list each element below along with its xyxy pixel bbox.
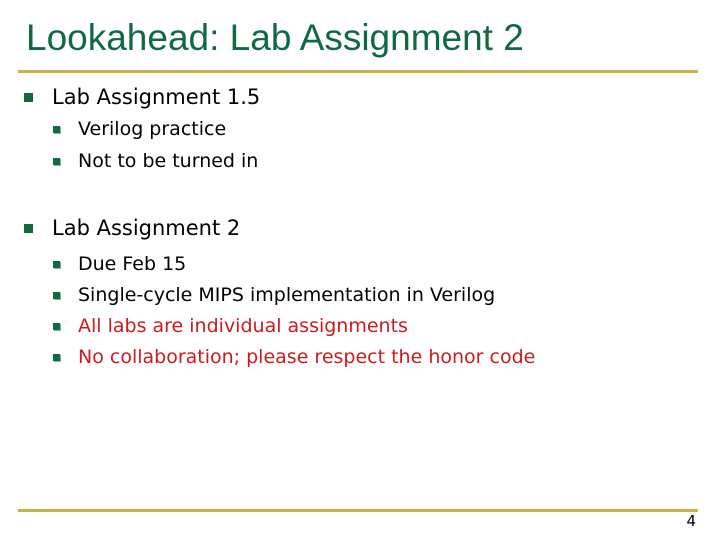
sub-bullet-text: Due Feb 15: [78, 253, 187, 275]
checkbox-bullet-icon: [53, 158, 60, 165]
sub-bullet-text: Verilog practice: [78, 118, 227, 140]
checkbox-bullet-icon: [53, 126, 60, 133]
sub-bullet-mips: [78, 284, 495, 307]
checkbox-bullet-icon: [53, 354, 60, 361]
checkbox-bullet-icon: [53, 323, 60, 330]
bullet-lab-2: [52, 216, 240, 241]
sub-bullet-no-collaboration: [78, 346, 535, 369]
slide-title: Lookahead: Lab Assignment 2: [26, 17, 524, 58]
page-number: 4: [686, 512, 696, 530]
sub-bullet-text: No collaboration; please respect the honor code: [78, 346, 536, 368]
sub-bullet-due-date: [78, 253, 186, 276]
footer-divider: [18, 509, 698, 512]
sub-bullet-text: Single-cycle MIPS implementation in Verilog: [78, 284, 496, 306]
bullet-text: Lab Assignment 1.5: [52, 85, 261, 109]
sub-bullet-verilog-practice: [78, 118, 226, 141]
sub-bullet-not-turned-in: [78, 150, 258, 173]
sub-bullet-text: All labs are individual assignments: [78, 315, 408, 337]
sub-bullet-individual: [78, 315, 408, 338]
bullet-text: Lab Assignment 2: [52, 216, 241, 240]
checkbox-bullet-icon: [53, 292, 60, 299]
sub-bullet-text: Not to be turned in: [78, 150, 259, 172]
square-bullet-icon: [24, 93, 33, 102]
bullet-lab-1-5: [52, 85, 260, 110]
square-bullet-icon: [24, 224, 33, 233]
checkbox-bullet-icon: [53, 261, 60, 268]
title-divider: [18, 70, 698, 73]
